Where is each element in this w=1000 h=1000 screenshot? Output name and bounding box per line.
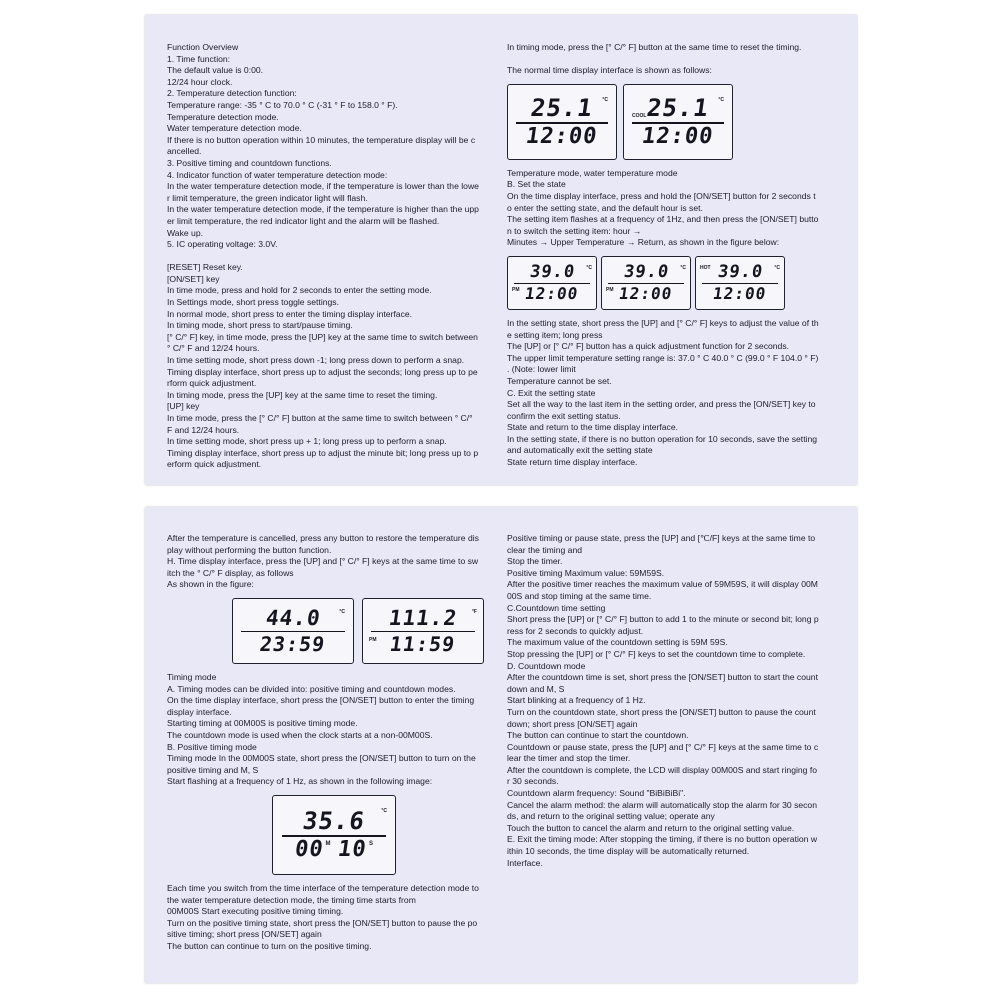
text-line: As shown in the figure: — [167, 579, 254, 590]
text-line: Start flashing at a frequency of 1 Hz, as shown in the following image: — [167, 776, 433, 787]
lcd-seconds: 10 — [336, 836, 369, 862]
text-line: Positive timing or pause state, press the [UP] and [℃/F] keys at the same time to — [507, 533, 816, 543]
text-line: Set all the way to the last item in the setting order, and press the [ON/SET] key to — [507, 399, 816, 410]
text-line: down and M, S — [507, 683, 565, 694]
manual-page-top — [145, 15, 857, 485]
text-line: The countdown mode is used when the clock starts at a non-00M00S. — [167, 729, 433, 740]
text-line: [UP] key — [167, 401, 200, 412]
lcd-time: 12:00 — [618, 284, 674, 304]
text-line: After the countdown is complete, the LCD will display 00M00S and start ringing fo — [507, 764, 818, 775]
lcd-temp: 44.0 — [264, 605, 323, 630]
text-line: Wake up. — [167, 227, 203, 238]
text-line: Temperature range: -35 ° C to 70.0 ° C (-31 ° F to 158.0 ° F). — [167, 99, 398, 110]
top-right-column — [507, 42, 819, 469]
text-line: The button can continue to turn on the positive timing. — [167, 940, 372, 951]
lcd-normal-1 — [507, 84, 617, 160]
text-line: [RESET] Reset key. — [167, 262, 243, 273]
lcd-time: 12:00 — [712, 284, 768, 304]
text-line: In time setting mode, short press down -1; long press down to perform a snap. — [167, 355, 465, 366]
text-line: display interface. — [167, 706, 232, 717]
unit-label: °C — [586, 264, 592, 271]
lcd-temp: 39.0 — [528, 261, 576, 282]
text-line: Short press the [UP] or [° C/° F] button to add 1 to the minute or second bit; long p — [507, 614, 819, 625]
text-line: Countdown or pause state, press the [UP] and [° C/° F] keys at the same time to c — [507, 741, 819, 752]
text-line: lear the timer and stop the timer. — [507, 753, 631, 764]
text-line: [° C/° F] key, in time mode, press the [UP] key at the same time to switch between — [167, 331, 478, 342]
lcd-temp: 111.2 — [387, 605, 459, 630]
text-line: Turn on the positive timing state, short press the [ON/SET] button to pause the po — [167, 917, 478, 928]
text-line: ithin 10 seconds, the time display will be automatically returned. — [507, 846, 750, 857]
lcd-temp: 39.0 — [622, 261, 670, 282]
lcd-temp: 25.1 — [529, 94, 595, 123]
lcd-time: 12:00 — [640, 123, 716, 149]
text-line: In time mode, press and hold for 2 seconds to enter the setting mode. — [167, 285, 432, 296]
text-line: Each time you switch from the time interface of the temperature detection mode to — [167, 882, 479, 893]
text-line: Countdown alarm frequency: Sound "BiBiBiBi". — [507, 788, 686, 799]
positive-timing-figure — [272, 795, 484, 875]
text-line: Temperature cannot be set. — [507, 375, 612, 386]
pm-indicator: PM — [512, 287, 520, 294]
lcd-minutes: 00 — [293, 836, 326, 862]
text-line: C. Exit the setting state — [507, 387, 596, 398]
lcd-set-upper-temp — [695, 256, 785, 310]
text-line: E. Exit the timing mode: After stopping the timing, if there is no button operation w — [507, 834, 818, 845]
lcd-set-minute — [601, 256, 691, 310]
lcd-time: 12:00 — [524, 284, 580, 304]
text-line: play without performing the button function. — [167, 544, 332, 555]
text-line: ° C/° F and 12/24 hours. — [167, 343, 260, 354]
text-line: After the positive timer reaches the maximum value of 59M59S, it will display 00M — [507, 579, 818, 590]
minute-marker: M — [325, 840, 331, 847]
text-line: Temperature mode, water temperature mode — [507, 167, 678, 178]
unit-label: °C — [680, 264, 686, 271]
text-line: After the countdown time is set, short press the [ON/SET] button to start the count — [507, 672, 818, 683]
hot-indicator: HOT — [700, 264, 711, 271]
text-line: Temperature detection mode. — [167, 111, 279, 122]
text-line: Turn on the countdown state, short press the [ON/SET] button to pause the count — [507, 706, 816, 717]
text-line: In the setting state, if there is no button operation for 10 seconds, save the setting — [507, 433, 818, 444]
lcd-temp: 39.0 — [716, 261, 764, 282]
text-line: In timing mode, short press to start/pause timing. — [167, 320, 353, 331]
text-line: State return time display interface. — [507, 457, 638, 468]
lcd-normal-2 — [623, 84, 733, 160]
lcd-fahrenheit — [362, 598, 484, 664]
text-line: n to switch the setting item: hour → — [507, 225, 642, 236]
unit-label: °F — [471, 608, 477, 615]
text-line: Stop pressing the [UP] or [° C/° F] keys to set the countdown time to complete. — [507, 648, 806, 659]
text-line: The maximum value of the countdown setting is 59M 59S. — [507, 637, 728, 648]
text-line: Stop the timer. — [507, 556, 563, 567]
text-line: er limit temperature, the red indicator light and the alarm will be flashed. — [167, 215, 440, 226]
text-line: State and return to the time display interface. — [507, 422, 679, 433]
text-line: positive timing and M, S — [167, 764, 259, 775]
text-line: Function Overview — [167, 42, 239, 52]
text-line: Timing display interface, short press up to adjust the minute bit; long press up to p — [167, 447, 479, 458]
lcd-time: 23:59 — [258, 632, 328, 657]
text-line: ds, and return to the original setting value; operate any — [507, 811, 715, 822]
lcd-set-hour — [507, 256, 597, 310]
unit-switch-figure — [232, 598, 484, 664]
text-line: e setting item; long press — [507, 329, 603, 340]
text-line: In time mode, press the [° C/° F] button at the same time to switch between ° C/° — [167, 413, 473, 423]
text-line: 3. Positive timing and countdown functions. — [167, 157, 332, 168]
manual-page-bottom — [145, 507, 857, 983]
text-line: confirm the exit setting status. — [507, 410, 621, 421]
text-line: In the water temperature detection mode, if the temperature is higher than the upp — [167, 204, 479, 215]
text-line: On the time display interface, short press the [ON/SET] button to enter the timing — [167, 695, 475, 706]
second-marker: S — [368, 840, 373, 847]
text-line: Interface. — [507, 857, 543, 868]
text-line: Minutes → Upper Temperature → Return, as shown in the figure below: — [507, 237, 780, 248]
text-line: sitive timing; short press [ON/SET] again — [167, 929, 322, 940]
text-line: itch the ° C/° F display, as follows — [167, 567, 294, 578]
pm-indicator: PM — [369, 637, 377, 644]
text-line: The [UP] or [° C/° F] button has a quick adjustment function for 2 seconds. — [507, 341, 790, 352]
text-line: 2. Temperature detection function: — [167, 88, 297, 99]
unit-label: °C — [602, 96, 608, 103]
text-line: Start blinking at a frequency of 1 Hz. — [507, 695, 646, 706]
text-line: r limit temperature, the green indicator light will flash. — [167, 192, 368, 203]
text-line: Timing mode In the 00M00S state, short press the [ON/SET] button to turn on the — [167, 753, 476, 764]
unit-label: °C — [339, 608, 345, 615]
text-line: Timing display interface, short press up to adjust the seconds; long press up to pe — [167, 366, 478, 377]
text-line: In timing mode, press the [° C/° F] button at the same time to reset the timing. — [507, 42, 802, 52]
text-line: D. Countdown mode — [507, 660, 586, 671]
text-line: In the setting state, short press the [UP] and [° C/° F] keys to adjust the value of th — [507, 317, 819, 328]
text-line: and automatically exit the setting state — [507, 445, 653, 456]
cool-indicator: COOL — [632, 112, 647, 119]
text-line: F and 12/24 hours. — [167, 424, 240, 435]
unit-label: °C — [381, 807, 387, 814]
text-line: Starting timing at 00M00S is positive timing mode. — [167, 718, 358, 729]
text-line: In normal mode, short press to enter the timing display interface. — [167, 308, 413, 319]
text-line: o enter the setting state, and the default hour is set. — [507, 202, 703, 213]
lcd-celsius — [232, 598, 354, 664]
text-line: On the time display interface, press and hold the [ON/SET] button for 2 seconds t — [507, 190, 816, 201]
text-line: ress for 2 seconds to quickly adjust. — [507, 625, 644, 636]
lcd-time: 12:00 — [524, 123, 600, 149]
text-line — [167, 251, 479, 263]
bottom-left-column — [167, 533, 484, 952]
text-line: Touch the button to cancel the alarm and return to the original setting value. — [507, 822, 795, 833]
text-line: In the water temperature detection mode, if the temperature is lower than the lowe — [167, 181, 479, 192]
text-line: 1. Time function: — [167, 53, 231, 64]
text-line: . (Note: lower limit — [507, 364, 576, 375]
text-line: The default value is 0:00. — [167, 65, 264, 76]
text-line: If there is no button operation within 10 minutes, the temperature display will be c — [167, 134, 476, 145]
text-line: Cancel the alarm method: the alarm will automatically stop the alarm for 30 secon — [507, 799, 817, 810]
setting-sequence-figure — [507, 256, 819, 310]
text-line: [ON/SET] key — [167, 273, 220, 284]
text-line: B. Set the state — [507, 179, 566, 190]
text-line: B. Positive timing mode — [167, 741, 257, 752]
text-line: erform quick adjustment. — [167, 459, 262, 470]
lcd-timing — [272, 795, 396, 875]
text-line: 12/24 hour clock. — [167, 76, 233, 87]
text-line: ancelled. — [167, 146, 202, 157]
text-line: The button can continue to start the countdown. — [507, 730, 689, 741]
text-line: The upper limit temperature setting range is: 37.0 ° C 40.0 ° C (99.0 ° F 104.0 ° F) — [507, 352, 819, 363]
text-line: C.Countdown time setting — [507, 602, 606, 613]
lcd-temp: 35.6 — [301, 807, 367, 836]
text-line: 00M00S Start executing positive timing timing. — [167, 906, 344, 917]
unit-label: °C — [774, 264, 780, 271]
text-line: the water temperature detection mode, the timing time starts from — [167, 894, 416, 905]
text-line: Positive timing Maximum value: 59M59S. — [507, 567, 665, 578]
text-line: 4. Indicator function of water temperature detection mode: — [167, 169, 388, 180]
text-line: The normal time display interface is shown as follows: — [507, 65, 712, 76]
normal-display-figure — [507, 84, 819, 160]
text-line: 00S and stop timing at the same time. — [507, 590, 652, 601]
text-line: In timing mode, press the [UP] key at the same time to reset the timing. — [167, 389, 438, 400]
pm-indicator: PM — [606, 287, 614, 294]
text-line: H. Time display interface, press the [UP] and [° C/° F] keys at the same time to sw — [167, 556, 479, 567]
unit-label: °C — [718, 96, 724, 103]
top-left-column — [167, 42, 479, 471]
text-line: 5. IC operating voltage: 3.0V. — [167, 239, 278, 250]
text-line — [507, 54, 819, 66]
text-line: r 30 seconds. — [507, 776, 559, 787]
text-line: After the temperature is cancelled, press any button to restore the temperature dis — [167, 533, 479, 543]
text-line: The setting item flashes at a frequency of 1Hz, and then press the [ON/SET] butto — [507, 214, 819, 225]
text-line: Timing mode — [167, 671, 217, 682]
text-line: rform quick adjustment. — [167, 378, 257, 389]
text-line: In Settings mode, short press toggle settings. — [167, 297, 339, 308]
text-line: In time setting mode, short press up + 1; long press up to perform a snap. — [167, 436, 447, 447]
text-line: clear the timing and — [507, 544, 582, 555]
text-line: down; short press [ON/SET] again — [507, 718, 638, 729]
lcd-temp: 25.1 — [645, 94, 711, 123]
bottom-right-column — [507, 533, 819, 869]
text-line: Water temperature detection mode. — [167, 123, 302, 134]
text-line: A. Timing modes can be divided into: positive timing and countdown modes. — [167, 683, 456, 694]
lcd-timer-readout — [293, 836, 373, 862]
lcd-time: 11:59 — [388, 632, 458, 657]
